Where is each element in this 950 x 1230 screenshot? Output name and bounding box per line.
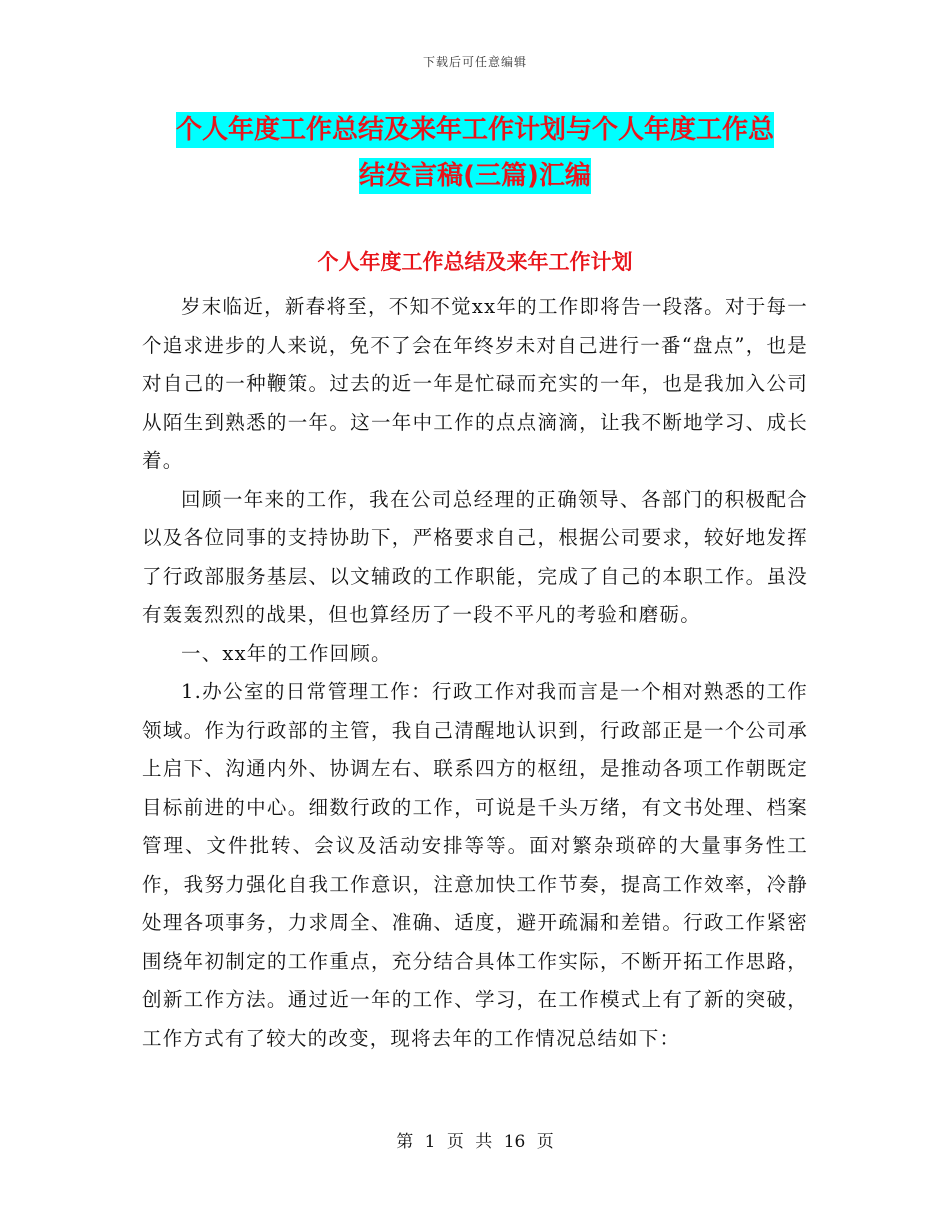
paragraph-office-management: 1.办公室的日常管理工作：行政工作对我而言是一个相对熟悉的工作领域。作为行政部的主管，我自己清醒地认识到，行政部正是一个公司承上启下、沟通内外、协调左右、联系四方的枢纽，是推动各项工作朝既定目标前进的中心。细数行政的工作，可说是千头万绪，有文书处理、档案管理、文件批转、会议及活动安排等等。面对繁杂琐碎的大量事务性工作，我努力强化自我工作意识，注意加快工作节奏，提高工作效率，冷静处理各项事务，力求周全、准确、适度，避开疏漏和差错。行政工作紧密围绕年初制定的工作重点，充分结合具体工作实际，不断开拓工作思路，创新工作方法。通过近一年的工作、学习，在工作模式上有了新的突破，工作方式有了较大的改变，现将去年的工作情况总结如下： <box>142 680 808 1050</box>
header-note: 下载后可任意编辑 <box>422 55 527 69</box>
title-line-2 <box>0 153 950 199</box>
paragraph-review: 回顾一年来的工作，我在公司总经理的正确领导、各部门的积极配合以及各位同事的支持协助下，严格要求自己，根据公司要求，较好地发挥了行政部服务基层、以文辅政的工作职能，完成了自己的本职工作。虽没有轰轰烈烈的战果，但也算经历了一段不平凡的考验和磨砺。 <box>142 487 808 626</box>
document-title <box>0 107 950 199</box>
title-line-2-text: 结发言稿(三篇)汇编 <box>359 158 591 194</box>
section-heading: 个人年度工作总结及来年工作计划 <box>317 250 633 274</box>
paragraph-section-one: 一、xx年的工作回顾。 <box>181 641 392 665</box>
title-line-1-text: 个人年度工作总结及来年工作计划与个人年度工作总 <box>176 112 774 148</box>
document-body <box>142 288 808 1058</box>
paragraph-intro: 岁末临近，新春将至，不知不觉xx年的工作即将告一段落。对于每一个追求进步的人来说，免不了会在年终岁未对自己进行一番“盘点”，也是对自己的一种鞭策。过去的近一年是忙碌而充实的一年，也是我加入公司从陌生到熟悉的一年。这一年中工作的点点滴滴，让我不断地学习、成长着。 <box>142 295 808 472</box>
title-line-1 <box>0 107 950 153</box>
page-footer: 第 1 页 共 16 页 <box>396 1132 554 1152</box>
